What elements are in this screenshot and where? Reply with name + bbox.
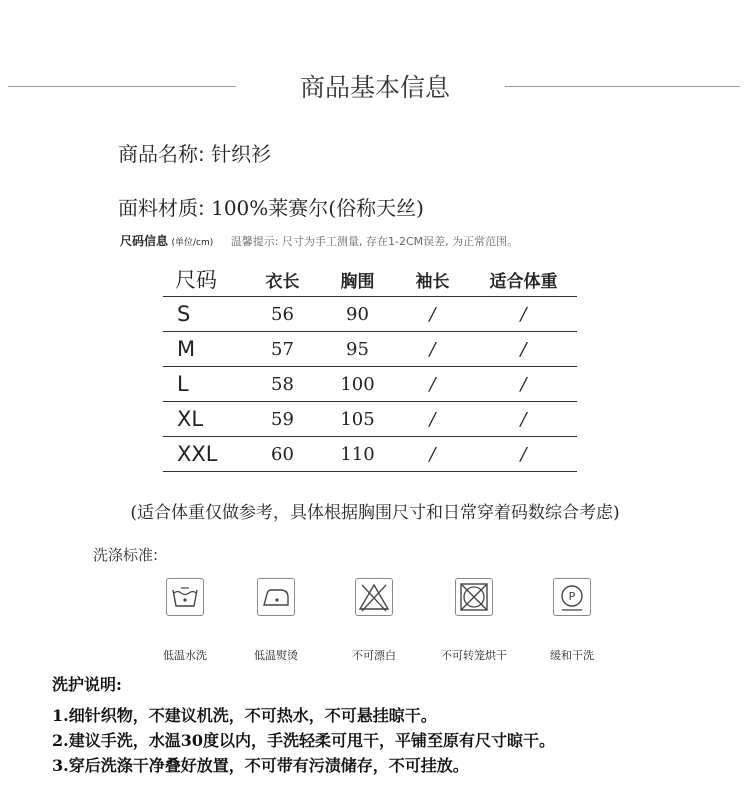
- size-info-header: [120, 232, 518, 249]
- sleeve-cell: /: [429, 338, 436, 360]
- length-cell: 60: [271, 443, 294, 465]
- low-temp-wash-icon: [166, 578, 204, 616]
- wash-label-5: 缓和干洗: [550, 649, 594, 662]
- weight-cell: /: [520, 303, 527, 325]
- product-name-line: [118, 138, 271, 167]
- size-cell: L: [177, 372, 189, 396]
- length-cell: 56: [271, 303, 294, 325]
- care-title: 洗护说明:: [52, 675, 122, 694]
- sleeve-cell: /: [429, 373, 436, 395]
- sleeve-cell: /: [429, 443, 436, 465]
- chest-cell: 110: [340, 443, 375, 465]
- header-sleeve: 袖长: [415, 271, 450, 292]
- size-info-note: 温馨提示: 尺寸为手工测量, 存在1-2CM误差, 为正常范围。: [230, 235, 519, 248]
- weight-advice: (适合体重仅做参考，具体根据胸围尺寸和日常穿着码数综合考虑): [130, 503, 620, 523]
- page-title: 商品基本信息: [299, 73, 450, 102]
- size-cell: XL: [177, 407, 204, 431]
- table-row: [163, 297, 577, 332]
- size-cell: S: [177, 302, 191, 326]
- table-row: [163, 437, 577, 472]
- weight-cell: /: [520, 338, 527, 360]
- header-chest: 胸围: [340, 271, 375, 292]
- care-item-2: 2.建议手洗，水温30度以内，手洗轻柔可甩干，平铺至原有尺寸晾干。: [52, 731, 555, 750]
- chest-cell: 95: [346, 338, 369, 360]
- chest-cell: 100: [340, 373, 375, 395]
- wash-label-4: 不可转笼烘干: [441, 649, 507, 662]
- length-cell: 59: [271, 408, 294, 430]
- header-length: 衣长: [265, 271, 300, 292]
- chest-cell: 90: [346, 303, 369, 325]
- sleeve-cell: /: [429, 408, 436, 430]
- wash-label-1: 低温水洗: [163, 649, 207, 662]
- header-weight: 适合体重: [489, 271, 558, 292]
- weight-cell: /: [520, 408, 527, 430]
- fabric-value: 100%莱赛尔(俗称天丝): [211, 196, 424, 220]
- length-cell: 58: [271, 373, 294, 395]
- length-cell: 57: [271, 338, 294, 360]
- wash-label-3: 不可漂白: [352, 649, 396, 662]
- care-item-3: 3.穿后洗涤干净叠好放置，不可带有污渍储存，不可挂放。: [52, 756, 469, 775]
- no-tumble-dry-icon: [455, 578, 493, 616]
- care-item-1: 1.细针织物，不建议机洗，不可热水，不可悬挂晾干。: [52, 706, 437, 725]
- table-row: [163, 367, 577, 402]
- size-cell: XXL: [177, 442, 218, 466]
- no-bleach-icon: [355, 578, 393, 616]
- fabric-label: 面料材质:: [118, 196, 205, 220]
- chest-cell: 105: [340, 408, 375, 430]
- weight-cell: /: [520, 373, 527, 395]
- weight-cell: /: [520, 443, 527, 465]
- product-name-label: 商品名称:: [118, 142, 205, 166]
- size-table-header: [163, 262, 577, 297]
- washing-title: 洗涤标准:: [93, 546, 159, 564]
- sleeve-cell: /: [429, 303, 436, 325]
- size-table: [163, 262, 577, 472]
- svg-text:P: P: [568, 590, 576, 603]
- header-size: 尺码: [175, 268, 217, 292]
- size-info-label: 尺码信息: [120, 234, 169, 248]
- low-temp-iron-icon: [257, 578, 295, 616]
- fabric-line: [118, 192, 424, 221]
- size-info-unit: (单位/cm): [171, 238, 214, 248]
- wash-label-2: 低温熨烫: [254, 649, 298, 662]
- size-cell: M: [177, 337, 196, 361]
- table-row: [163, 332, 577, 367]
- table-row: [163, 402, 577, 437]
- gentle-dry-clean-icon: [553, 578, 591, 616]
- product-name-value: 针织衫: [211, 142, 272, 166]
